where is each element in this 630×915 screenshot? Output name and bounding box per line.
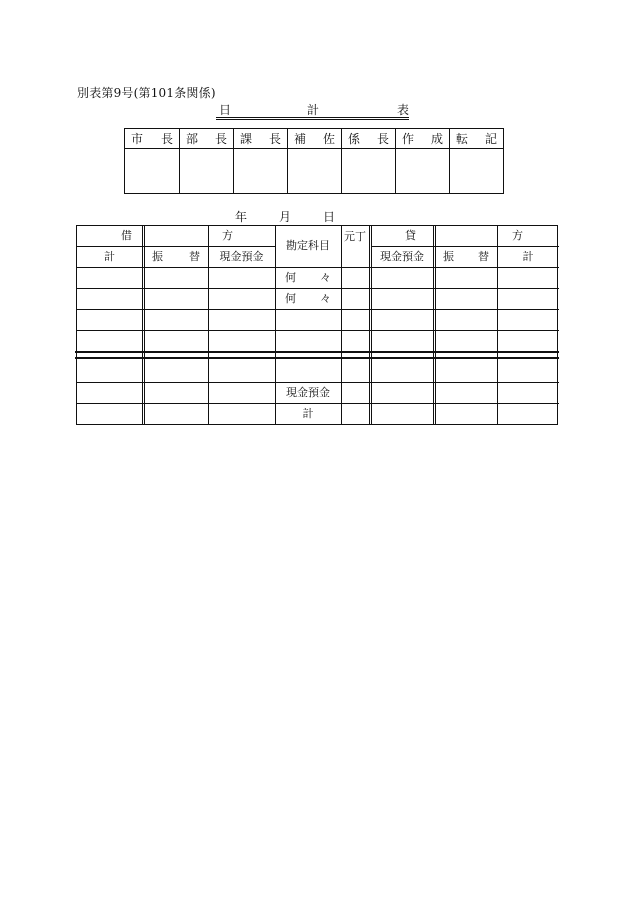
footer-cash-deposit: 現金預金 [286,386,330,399]
approval-box-chief: 係 長 [341,129,395,193]
account-title-header: 勘定科目 [286,239,330,252]
date-year: 年 [235,210,248,224]
approval-box-section-head: 課 長 [233,129,287,193]
approval-box-posted: 転 記 [449,129,503,193]
date-month: 月 [278,210,291,224]
debit-header: 借 方 [121,229,233,242]
ledger-table [76,225,558,425]
account-item-2: 何 々 [285,292,331,305]
form-title [216,101,409,120]
title-char-total: 計 [307,103,320,117]
date-day: 日 [322,210,335,224]
approval-box-department-head: 部 長 [179,129,233,193]
date-line [235,208,335,225]
approval-stamp-grid [124,128,504,194]
title-char-table: 表 [397,103,410,117]
debit-cash-deposit-header: 現金預金 [219,250,264,263]
approval-box-assistant: 補 佐 [287,129,341,193]
title-char-day: 日 [219,103,232,117]
credit-transfer-header: 振 替 [443,250,489,263]
debit-total-header: 計 [104,250,115,263]
credit-cash-deposit-header: 現金預金 [380,250,424,263]
account-item-1: 何 々 [285,271,331,284]
ledger-ref-header: 元丁 [344,230,366,243]
credit-total-header: 計 [522,250,534,263]
debit-transfer-header: 振 替 [152,250,200,263]
approval-box-prepared: 作 成 [395,129,449,193]
footer-total: 計 [302,407,314,420]
form-reference: 別表第9号(第101条関係) [77,86,216,100]
credit-header: 貸 方 [405,229,523,242]
approval-box-mayor: 市 長 [125,129,179,193]
